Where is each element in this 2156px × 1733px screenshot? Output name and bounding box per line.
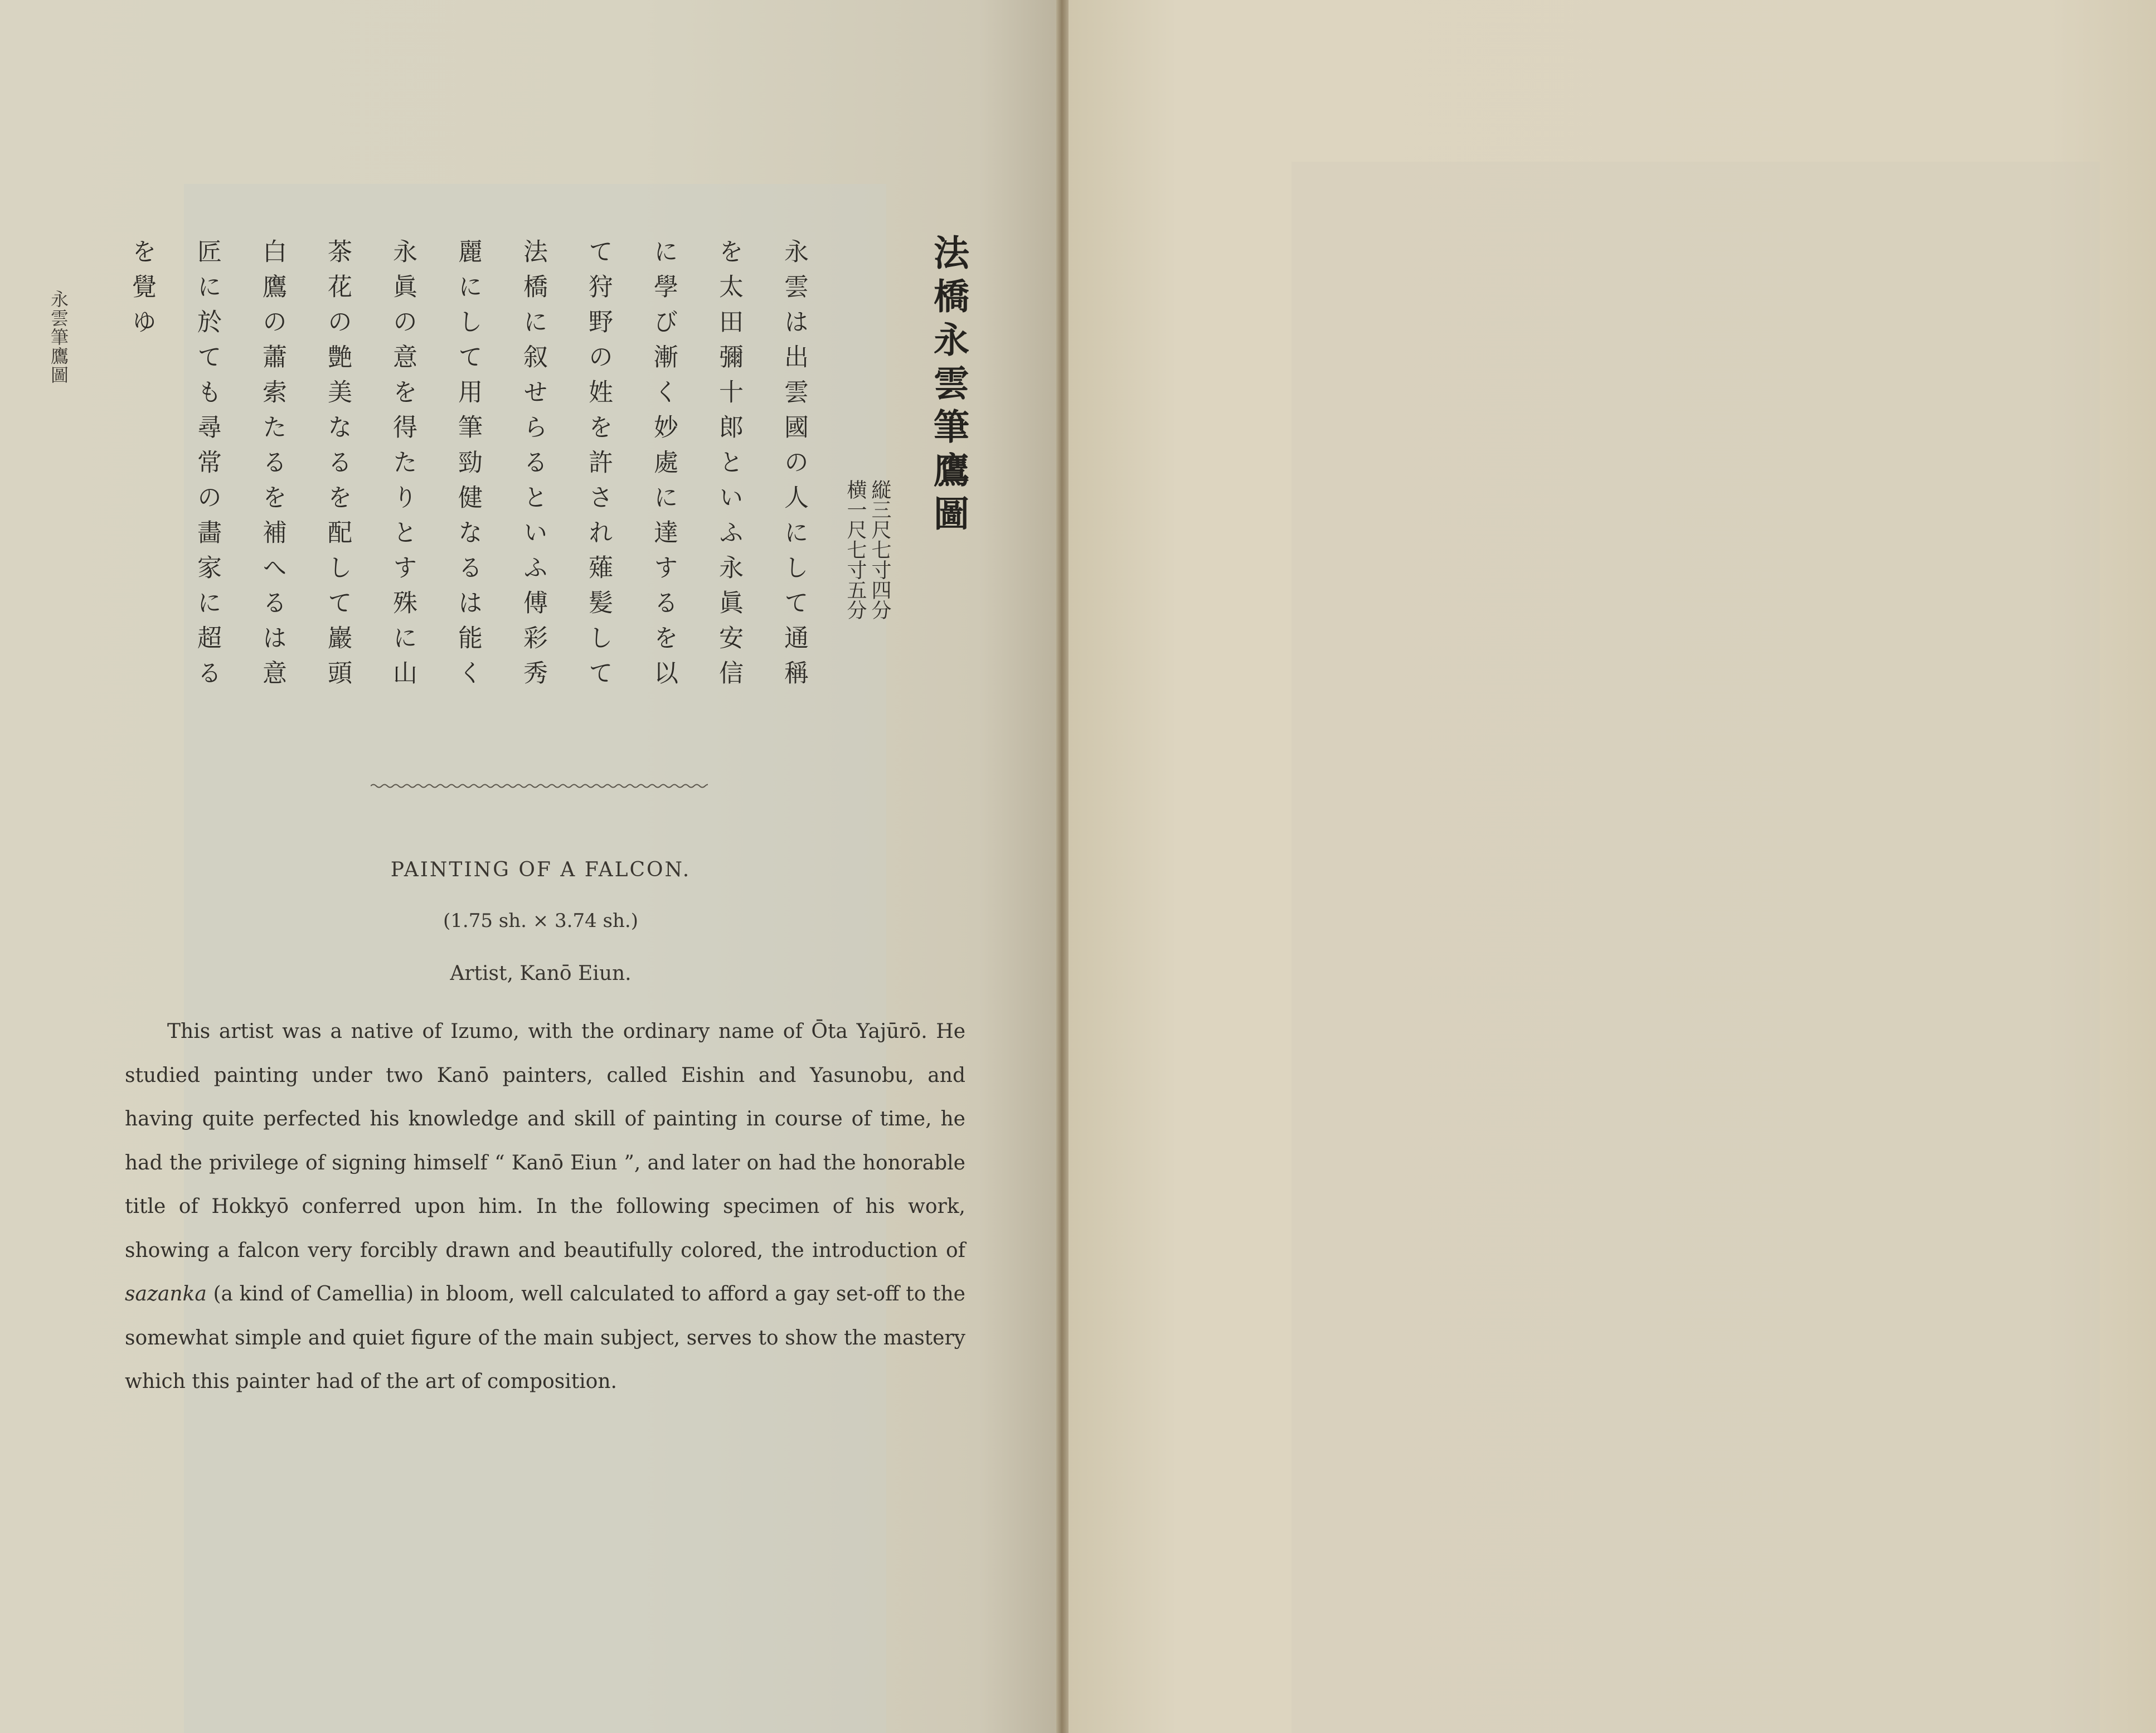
side-caption: 永雲筆鷹圖	[48, 290, 69, 385]
japanese-title: 法橋永雲筆鷹圖	[928, 234, 969, 538]
japanese-dimension-width: 横一尺七寸五分	[844, 479, 867, 620]
japanese-dimension-height: 縦三尺七寸四分	[868, 479, 891, 620]
japanese-body-column: 白鷹の蕭索たるを補へるは意	[258, 239, 287, 695]
ornamental-divider	[371, 783, 708, 789]
left-page	[0, 0, 1065, 1733]
japanese-body-column: に學び漸く妙處に達するを以	[649, 239, 678, 695]
english-title: PAINTING OF A FALCON.	[390, 858, 691, 881]
japanese-body-column: 永眞の意を得たりとす殊に山	[389, 239, 417, 695]
japanese-body-column: 茶花の艶美なるを配して巖頭	[323, 239, 352, 695]
japanese-body-column: て狩野の姓を許され薙髪して	[584, 239, 613, 695]
english-artist: Artist, Kanō Eiun.	[450, 962, 632, 985]
description-text-start: This artist was a native of Izumo, with the ordinary name of Ōta Yajūrō. He studied painting under two Kanō painters, called Eishin and Yasunobu, and having quite perfected his knowledge and skill of painting in course of time, he had the privilege of signing himself “ Kanō Eiun ”, and later on had the honorable title of Hokkyō conferred upon him. In the following specimen of his work, showing a falcon very forcibly drawn and beautifully colored, the introduction of	[125, 1020, 965, 1262]
right-page-blank	[1069, 0, 2156, 1733]
japanese-body-column: を太田彌十郎といふ永眞安信	[715, 239, 743, 695]
japanese-body-column: を覺ゆ	[128, 239, 156, 344]
japanese-body-column: 法橋に叙せらるといふ傅彩秀	[519, 239, 547, 695]
right-page-panel	[1291, 162, 2100, 1733]
book-gutter	[1056, 0, 1069, 1733]
description-italic-term: sazanka	[125, 1283, 207, 1305]
japanese-body-column: 永雲は出雲國の人にして通稱	[780, 239, 808, 695]
description-text-end: (a kind of Camellia) in bloom, well calculated to afford a gay set-off to the somewhat simple and quiet figure of the main subject, serves to show the mastery which this painter had of the art of composition.	[125, 1283, 965, 1393]
english-description	[125, 1010, 965, 1404]
english-dimensions: (1.75 sh. × 3.74 sh.)	[443, 910, 638, 932]
japanese-body-column: 麗にして用筆勁健なるは能く	[454, 239, 482, 695]
japanese-body-column: 匠に於ても尋常の畵家に超る	[193, 239, 221, 695]
japanese-dimensions	[843, 479, 892, 620]
